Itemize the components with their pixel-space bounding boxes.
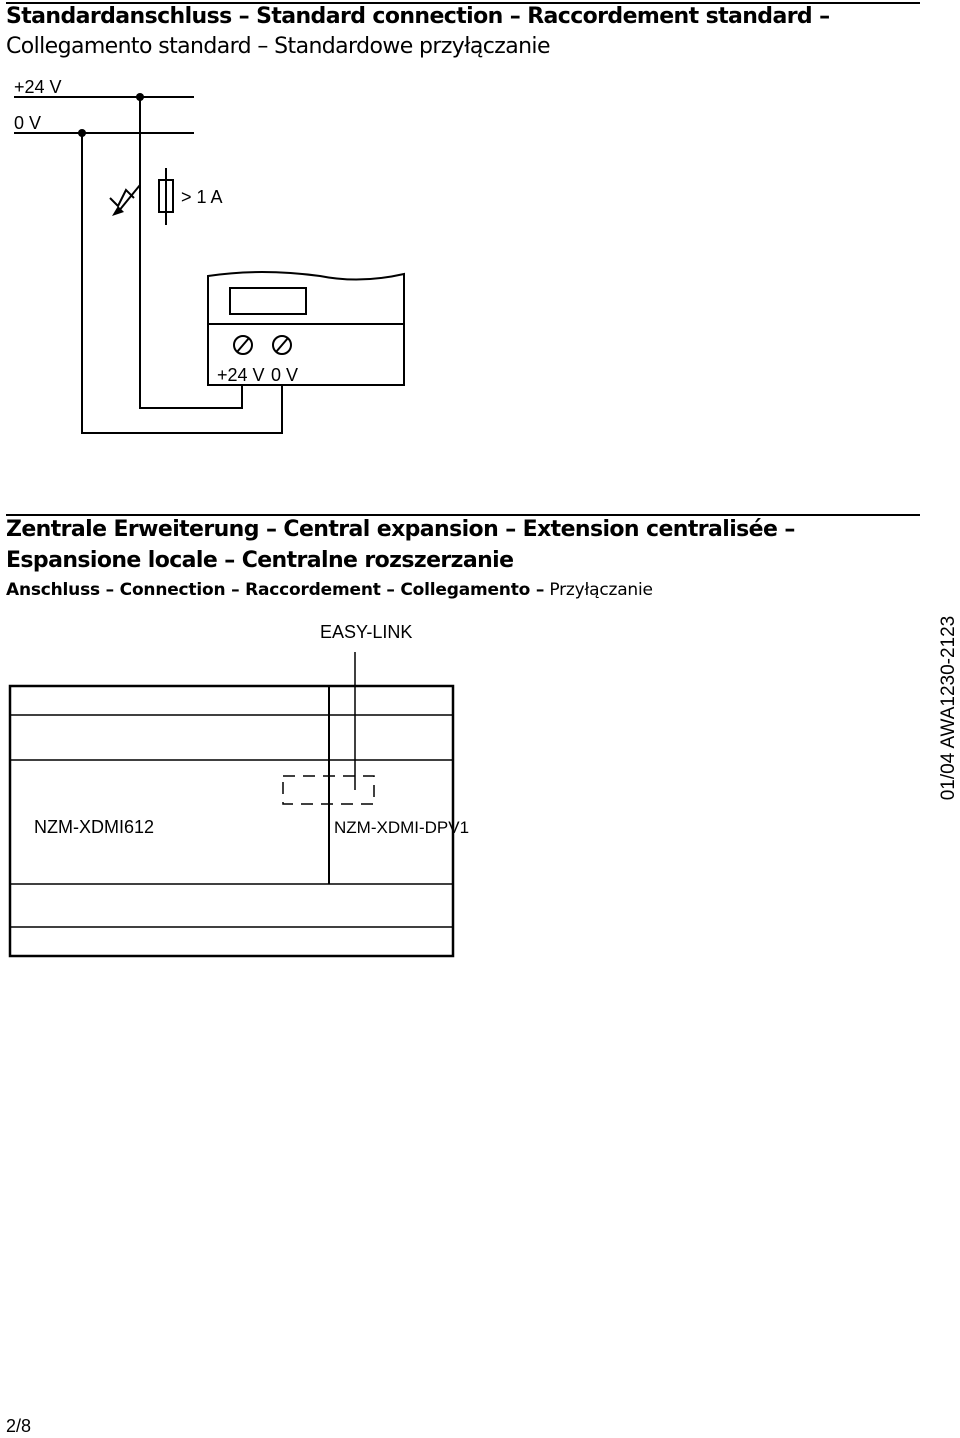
rail-24v-label: +24 V [14, 77, 62, 97]
section1-title-line1: Standardanschluss – Standard connection – Raccordement standard – [6, 4, 830, 29]
module-left-label: NZM-XDMI612 [34, 817, 155, 837]
section2-title-line2: Espansione locale – Centralne rozszerzanie [6, 548, 514, 573]
section2-subtitle-bold: Anschluss – Connection – Raccordement – Collegamento – [6, 580, 545, 600]
terminal-24v-label: +24 V [217, 365, 265, 385]
document-code: 01/04 AWA1230-2123 [938, 615, 959, 801]
page-number: 2/8 [6, 1416, 32, 1436]
section2-subtitle-plain: Przyłączanie [549, 580, 653, 600]
fuse-label: > 1 A [181, 187, 223, 207]
section1-title-line2: Collegamento standard – Standardowe przyłączanie [6, 34, 550, 59]
terminal-0v-label: 0 V [271, 365, 299, 385]
section2-title-line1: Zentrale Erweiterung – Central expansion – Extension centralisée – [6, 517, 795, 542]
easy-link-label: EASY-LINK [320, 622, 413, 642]
module-right-label: NZM-XDMI-DPV1 [334, 818, 470, 837]
rail-0v-label: 0 V [14, 113, 42, 133]
